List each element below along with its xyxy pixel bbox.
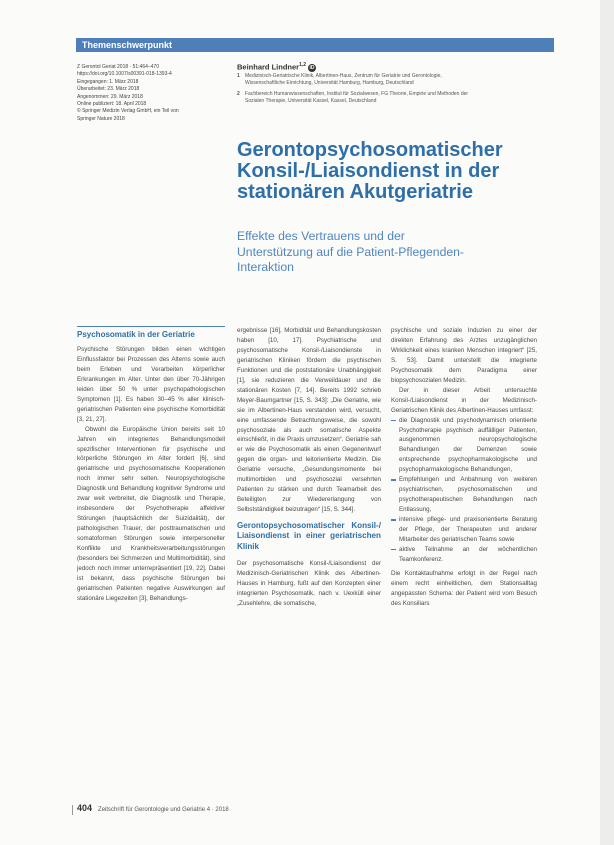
- journal-name: Zeitschrift für Gerontologie und Geriatrie 4 · 2018: [98, 807, 229, 813]
- title-line: Konsil-/Liaisondienst in der: [237, 160, 500, 182]
- page-edge: [600, 0, 614, 845]
- affiliation-1: [237, 73, 537, 86]
- column-1: [77, 326, 225, 604]
- subtitle-line: Unterstützung auf die Patient-Pflegenden-: [237, 244, 464, 259]
- meta-line: https://doi.org/10.1007/s00391-018-1393-4: [77, 71, 172, 78]
- column-2: [237, 326, 381, 608]
- column-3: [391, 326, 537, 609]
- paragraph: Der psychosomatische Konsil-/Liaisondienst der Medizinisch-Geriatrischen Klinik des Albertinen-Hauses in Hamburg, fußt auf den Konzepten einer integrierten Psychosomatik, nach v. Uexküll einer „Zusehlehre, die somatische,: [237, 559, 381, 607]
- paragraph: Obwohl die Europäische Union bereits seit 10 Jahren ein integriertes Behandlungsmodell spezifischer Interventionen für psychische und körperliche Störungen im Alter fordert [6], sind geriatrische und psychosomatische Kooperationen noch immer sehr selten. Neuropsychologische Diagnostik und Behandlung kognitiver Syndrome und zwar weit verbreitet, die Diagnostik und Therapie, insbesondere der Psychotherapie affektiver Störungen (hauptsächlich der Suizidalität), der pathologischen Trauer, der posttraumatischen und somatoformen Störungen sowie interpersoneller Konflikte und Krankheitsverarbeitungsstörungen (besonders bei Schmerzen und Multimorbidität), sind jedoch noch immer unterrepräsentiert [19, 22]. Dabei ist bekannt, dass psychische Störungen bei geriatrischen Patienten negative Auswirkungen auf stationäre Liegezeiten [3], Behandlungs-: [77, 425, 225, 602]
- paragraph: Die Kontaktaufnahme erfolgt in der Regel nach einem recht einheitlichen, dem Stationsalltag angepassten Schema: der Patient wird vom Besuch des Konsiliars: [391, 569, 537, 607]
- author-affiliation-sup: 1,2: [299, 62, 307, 68]
- section-tag: Themenschwerpunkt: [82, 40, 173, 50]
- meta-line: Eingegangen: 1. März 2018: [77, 78, 139, 85]
- paragraph: Psychische Störungen bilden einen wichtigen Einflussfaktor bei Prozessen des Alterns sowie auch beim Erleben und Verarbeiten körperlicher Erkrankungen im Alter. Unter den über 70-Jährigen leiden über 50 % unter psychopathologischen Symptomen [1]. Es haben 30–45 % aller klinisch-geriatrischen Patienten eine psychische Komorbidität [3, 21, 27].: [77, 346, 225, 423]
- meta-line: © Springer Medizin Verlag GmbH, ein Teil von: [77, 108, 179, 115]
- article-subtitle: [237, 229, 567, 276]
- meta-line: Z Gerontol Geriat 2018 · 51:464–470: [77, 64, 159, 70]
- orcid-icon[interactable]: iD: [309, 64, 315, 71]
- article-title: [237, 140, 557, 203]
- meta-line: Angenommen: 29. März 2018: [77, 93, 143, 100]
- author: [237, 62, 316, 72]
- paragraph: Der in dieser Arbeit untersuchte Konsil-/Liaisondienst in der Medizinisch-Geriatrischen Klinik des Albertinen-Hauses umfasst:: [391, 386, 537, 414]
- list-item: die Diagnostik und psychodynamisch orientierte Psychotherapie psychisch auffälliger Patienten, ausgenommen neuropsychologische Behandlungen der Demenzen sowie entsprechende psychopharmakologische und psychopharmakologische Behandlungen,: [391, 416, 537, 476]
- affiliation-line: Wissenschaftliche Einrichtung, Universität Hamburg, Hamburg, Deutschland: [245, 79, 414, 86]
- section-heading: Gerontopsychosomatischer Konsil-/ Liaisondienst in einer geriatrischen Klinik: [237, 521, 381, 551]
- footer-divider: [72, 805, 73, 815]
- meta-line: Springer Nature 2018: [77, 115, 125, 122]
- title-line: stationären Akutgeriatrie: [237, 181, 473, 203]
- affiliation-line: Fachbereich Humanwissenschaften, Institut für Sozialwesen, FG Theorie, Empirie und Methoden der: [245, 91, 469, 97]
- bullet-list: [391, 416, 537, 565]
- title-line: Gerontopsychosomatischer: [237, 139, 503, 161]
- subtitle-line: Effekte des Vertrauens und der: [237, 229, 405, 243]
- affiliation-2: [237, 91, 537, 104]
- meta-line: Online publiziert: 18. April 2018: [77, 101, 147, 108]
- article-meta: [77, 64, 225, 123]
- author-name: Beinhard Lindner: [237, 62, 300, 72]
- page-footer: [77, 803, 229, 813]
- list-item: intensive pflege- und praxisorientierte Beratung der Pflege, der Therapeuten und anderer Mitarbeiter des geriatrischen Teams sowie: [391, 515, 537, 545]
- section-heading: Psychosomatik in der Geriatrie: [77, 326, 225, 340]
- page-number: 404: [77, 803, 93, 813]
- list-item: aktive Teilnahme an der wöchentlichen Teamkonferenz.: [391, 545, 537, 565]
- affiliation-number: 2: [237, 91, 240, 97]
- affiliation-line: Medizinisch-Geriatrische Klinik, Albertinen-Haus, Zentrum für Geriatrie und Gerontologie,: [245, 73, 442, 79]
- affiliation-number: 1: [237, 73, 240, 79]
- paragraph: ergebnisse [16], Morbidität und Behandlungskosten haben [10, 17]. Psychiatrische und psychosomatische Konsil-/Liaisondienste in geriatrischen Kliniken fördern die psychischen Funktionen und die poststationäre Unabhängigkeit [1], sie reduzieren die Verweildauer und die stationären Kosten [7, 14]. Bereits 1992 schrieb Meyer-Baumgartner [15, S. 343]: „Die Geriatrie, wie sie im Albertinen-Haus verstanden wird, versucht, eine umfassende Betrachtungsweise, die sowohl psychosoziale als auch somatische Aspekte einschließt, in die Praxis umzusetzen“. Geriatrie sah er wie die Psychosomatik als einen Gegenentwurf gegen die organ- und leitorientierte Medizin. Die Geriatrie versuche, „Gesundungsmomente bei multimorbiden und psychosozial versehrten Patienten zu stärken und durch Teamarbeit des Beteiligten zur Wiedererlangung von Selbstständigkeit beizutragen“ [15, S. 344].: [237, 327, 381, 514]
- meta-line: Überarbeitet: 23. März 2018: [77, 86, 140, 93]
- affiliation-line: Sozialen Therapie, Universität Kassel, Kassel, Deutschland: [245, 97, 377, 104]
- paragraph: psychische und soziale Induzien zu einer der direkten Erfahrung des Arztes unzugänglichen Wirklichkeit eines kranken Menschen integriert“ [25, S. 53]. Damit unterstellt die integrierte Psychosomatik dem Paradigma einer biopsychosozialen Medizin.: [391, 327, 537, 384]
- subtitle-line: Interaktion: [237, 260, 294, 274]
- list-item: Empfehlungen und Anbahnung von weiteren psychiatrischen, psychosomatischen und psychotherapeutischen Behandlungen nach Entlassung,: [391, 475, 537, 515]
